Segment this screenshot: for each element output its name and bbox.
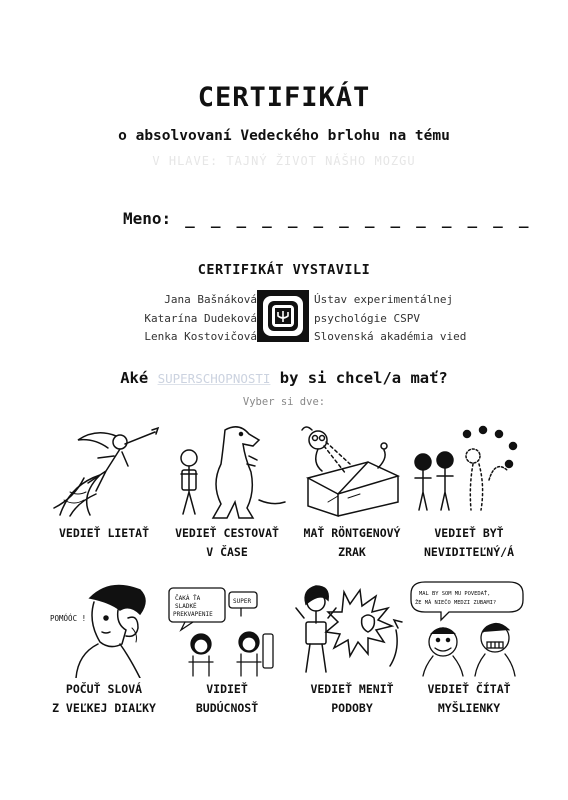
issued-by-heading: CERTIFIKÁT VYSTAVILI: [197, 262, 371, 278]
certificate-subtitle: o absolvovaní Vedeckého brlohu na tému: [118, 128, 450, 144]
superpower-label: MAŤ RÖNTGENOVÝ ZRAK: [303, 526, 401, 559]
psi-logo-icon: [257, 290, 309, 342]
superpower-label: VEDIEŤ BYŤ NEVIDITEĽNÝ/Á: [423, 526, 514, 559]
superpower-label: VEDIEŤ LIETAŤ: [58, 526, 149, 540]
superpower-label: VEDIEŤ MENIŤ PODOBY: [310, 682, 394, 715]
help-text: POMÓÓC !: [50, 614, 87, 623]
certificate-title: CERTIFIKÁT: [197, 82, 371, 113]
superpowers-question: [0, 369, 568, 387]
super-text: SUPER: [233, 598, 252, 605]
name-blank-line[interactable]: _ _ _ _ _ _ _ _ _ _ _ _ _ _: [185, 209, 532, 228]
flying-person-icon: [40, 420, 168, 520]
svg-text:MAL BY SOM MU POVEDAŤ,: MAL BY SOM MU POVEDAŤ, ŽE MÁ NIEČO MEDZI ZUBAMI?: [415, 591, 497, 606]
institute-line: Slovenská akadémia vied: [314, 330, 467, 343]
author-name: Lenka Kostovičová: [144, 330, 257, 343]
shapeshift-icon: [288, 578, 416, 678]
mind-reading-icon: [405, 578, 533, 678]
future-kids-icon: [163, 578, 291, 678]
superpower-label: POČUŤ SLOVÁ Z VEĽKEJ DIAĽKY: [52, 682, 156, 715]
invisible-kids-icon: [405, 420, 533, 520]
superpower-label: VIDIEŤ BUDÚCNOSŤ: [195, 682, 259, 715]
svg-text:ČAKÁ ŤA SLADKÉ: ČAKÁ ŤA SLADKÉ PREKVAPENIE: [173, 595, 213, 618]
choose-instruction: Vyber si dve:: [242, 396, 326, 408]
xray-package-icon: [288, 420, 416, 520]
superpower-label: VEDIEŤ ČÍTAŤ MYŠLIENKY: [427, 682, 511, 715]
question-highlight: SUPERSCHOPNOSTI: [157, 371, 271, 386]
author-list: [0, 291, 257, 347]
name-row: [123, 209, 532, 228]
institute-line: psychológie CSPV: [314, 311, 420, 325]
dinosaur-icon: [163, 420, 291, 520]
superpower-label: VEDIEŤ CESTOVAŤ V ČASE: [175, 526, 279, 559]
question-end: by si chcel/a mať?: [279, 369, 448, 387]
course-topic: V HLAVE: TAJNÝ ŽIVOT NÁŠHO MOZGU: [152, 154, 416, 168]
author-name: Jana Bašnáková: [164, 293, 257, 306]
question-start: Aké: [120, 369, 149, 387]
author-name: Katarína Dudeková: [144, 311, 257, 325]
institute-info: [314, 291, 466, 347]
listening-person-icon: [40, 578, 168, 678]
institute-line: Ústav experimentálnej: [314, 293, 454, 306]
name-label: Meno:: [123, 209, 172, 228]
